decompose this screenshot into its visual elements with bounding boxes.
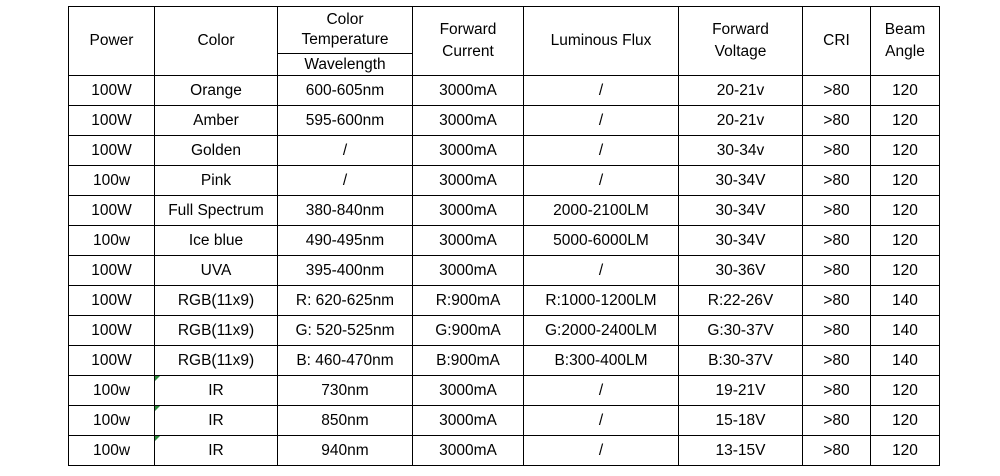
forward-current-cell: 3000mA bbox=[413, 406, 524, 436]
header-cri: CRI bbox=[803, 7, 871, 76]
color-cell: Golden bbox=[155, 136, 278, 166]
cri-cell: >80 bbox=[803, 76, 871, 106]
luminous-flux-cell: R:1000-1200LM bbox=[524, 286, 679, 316]
forward-current-cell: 3000mA bbox=[413, 226, 524, 256]
cri-cell: >80 bbox=[803, 346, 871, 376]
power-cell: 100W bbox=[69, 196, 155, 226]
forward-current-cell: 3000mA bbox=[413, 166, 524, 196]
power-cell: 100W bbox=[69, 256, 155, 286]
forward-voltage-cell: 30-36V bbox=[679, 256, 803, 286]
forward-voltage-cell: 20-21v bbox=[679, 106, 803, 136]
color-temperature-cell: 595-600nm bbox=[278, 106, 413, 136]
beam-angle-cell: 120 bbox=[871, 136, 940, 166]
color-temperature-cell: G: 520-525nm bbox=[278, 316, 413, 346]
beam-angle-cell: 140 bbox=[871, 286, 940, 316]
beam-angle-cell: 120 bbox=[871, 376, 940, 406]
color-temperature-cell: / bbox=[278, 166, 413, 196]
table-row bbox=[69, 316, 940, 346]
forward-voltage-cell: 30-34v bbox=[679, 136, 803, 166]
header-luminous-flux: Luminous Flux bbox=[524, 7, 679, 76]
table-row bbox=[69, 166, 940, 196]
power-cell: 100w bbox=[69, 406, 155, 436]
header-color-temperature: Color Temperature bbox=[278, 7, 413, 54]
forward-current-cell: B:900mA bbox=[413, 346, 524, 376]
luminous-flux-cell: / bbox=[524, 376, 679, 406]
beam-angle-cell: 120 bbox=[871, 76, 940, 106]
luminous-flux-cell: / bbox=[524, 406, 679, 436]
color-temperature-cell: 600-605nm bbox=[278, 76, 413, 106]
forward-current-cell: 3000mA bbox=[413, 376, 524, 406]
table-row bbox=[69, 106, 940, 136]
color-temperature-cell: R: 620-625nm bbox=[278, 286, 413, 316]
forward-voltage-cell: 30-34V bbox=[679, 226, 803, 256]
color-temperature-cell: 380-840nm bbox=[278, 196, 413, 226]
color-cell: IR bbox=[155, 436, 278, 466]
power-cell: 100W bbox=[69, 76, 155, 106]
table-row bbox=[69, 436, 940, 466]
forward-voltage-cell: 19-21V bbox=[679, 376, 803, 406]
color-cell: RGB(11x9) bbox=[155, 316, 278, 346]
beam-angle-cell: 120 bbox=[871, 226, 940, 256]
table-row bbox=[69, 136, 940, 166]
cri-cell: >80 bbox=[803, 136, 871, 166]
table-row bbox=[69, 256, 940, 286]
color-temperature-cell: / bbox=[278, 136, 413, 166]
power-cell: 100w bbox=[69, 436, 155, 466]
color-temperature-cell: 395-400nm bbox=[278, 256, 413, 286]
luminous-flux-cell: B:300-400LM bbox=[524, 346, 679, 376]
table-row bbox=[69, 76, 940, 106]
luminous-flux-cell: / bbox=[524, 106, 679, 136]
table-body bbox=[69, 76, 940, 466]
color-cell: Amber bbox=[155, 106, 278, 136]
luminous-flux-cell: / bbox=[524, 76, 679, 106]
cri-cell: >80 bbox=[803, 226, 871, 256]
forward-voltage-cell: R:22-26V bbox=[679, 286, 803, 316]
luminous-flux-cell: / bbox=[524, 136, 679, 166]
header-row bbox=[69, 7, 940, 54]
beam-angle-cell: 140 bbox=[871, 316, 940, 346]
color-cell: Ice blue bbox=[155, 226, 278, 256]
power-cell: 100W bbox=[69, 316, 155, 346]
cri-cell: >80 bbox=[803, 166, 871, 196]
spec-table bbox=[68, 6, 940, 466]
luminous-flux-cell: / bbox=[524, 166, 679, 196]
forward-current-cell: 3000mA bbox=[413, 436, 524, 466]
forward-current-cell: 3000mA bbox=[413, 196, 524, 226]
power-cell: 100w bbox=[69, 166, 155, 196]
cri-cell: >80 bbox=[803, 436, 871, 466]
color-cell: Orange bbox=[155, 76, 278, 106]
power-cell: 100W bbox=[69, 106, 155, 136]
color-cell: Full Spectrum bbox=[155, 196, 278, 226]
forward-voltage-cell: 15-18V bbox=[679, 406, 803, 436]
color-cell: Pink bbox=[155, 166, 278, 196]
cri-cell: >80 bbox=[803, 316, 871, 346]
forward-current-cell: R:900mA bbox=[413, 286, 524, 316]
cri-cell: >80 bbox=[803, 196, 871, 226]
forward-current-cell: G:900mA bbox=[413, 316, 524, 346]
cri-cell: >80 bbox=[803, 256, 871, 286]
header-wavelength: Wavelength bbox=[278, 54, 413, 76]
beam-angle-cell: 120 bbox=[871, 256, 940, 286]
forward-voltage-cell: 30-34V bbox=[679, 166, 803, 196]
cri-cell: >80 bbox=[803, 406, 871, 436]
color-cell: UVA bbox=[155, 256, 278, 286]
power-cell: 100W bbox=[69, 136, 155, 166]
header-forward-voltage: Forward Voltage bbox=[679, 7, 803, 76]
luminous-flux-cell: / bbox=[524, 256, 679, 286]
table-row bbox=[69, 286, 940, 316]
color-cell: RGB(11x9) bbox=[155, 286, 278, 316]
forward-voltage-cell: 30-34V bbox=[679, 196, 803, 226]
table-row bbox=[69, 196, 940, 226]
forward-voltage-cell: B:30-37V bbox=[679, 346, 803, 376]
power-cell: 100W bbox=[69, 346, 155, 376]
luminous-flux-cell: / bbox=[524, 436, 679, 466]
table-row bbox=[69, 376, 940, 406]
color-temperature-cell: B: 460-470nm bbox=[278, 346, 413, 376]
forward-current-cell: 3000mA bbox=[413, 106, 524, 136]
power-cell: 100w bbox=[69, 226, 155, 256]
forward-current-cell: 3000mA bbox=[413, 76, 524, 106]
forward-voltage-cell: 20-21v bbox=[679, 76, 803, 106]
color-cell: RGB(11x9) bbox=[155, 346, 278, 376]
header-color: Color bbox=[155, 7, 278, 76]
color-cell: IR bbox=[155, 406, 278, 436]
beam-angle-cell: 120 bbox=[871, 106, 940, 136]
cri-cell: >80 bbox=[803, 376, 871, 406]
luminous-flux-cell: G:2000-2400LM bbox=[524, 316, 679, 346]
table-row bbox=[69, 226, 940, 256]
table-row bbox=[69, 406, 940, 436]
power-cell: 100w bbox=[69, 376, 155, 406]
beam-angle-cell: 120 bbox=[871, 166, 940, 196]
forward-voltage-cell: 13-15V bbox=[679, 436, 803, 466]
power-cell: 100W bbox=[69, 286, 155, 316]
cri-cell: >80 bbox=[803, 106, 871, 136]
color-cell: IR bbox=[155, 376, 278, 406]
color-temperature-cell: 850nm bbox=[278, 406, 413, 436]
table-row bbox=[69, 346, 940, 376]
forward-current-cell: 3000mA bbox=[413, 136, 524, 166]
luminous-flux-cell: 5000-6000LM bbox=[524, 226, 679, 256]
header-beam-angle: Beam Angle bbox=[871, 7, 940, 76]
color-temperature-cell: 730nm bbox=[278, 376, 413, 406]
beam-angle-cell: 140 bbox=[871, 346, 940, 376]
color-temperature-cell: 490-495nm bbox=[278, 226, 413, 256]
luminous-flux-cell: 2000-2100LM bbox=[524, 196, 679, 226]
header-power: Power bbox=[69, 7, 155, 76]
header-forward-current: Forward Current bbox=[413, 7, 524, 76]
beam-angle-cell: 120 bbox=[871, 406, 940, 436]
beam-angle-cell: 120 bbox=[871, 436, 940, 466]
forward-current-cell: 3000mA bbox=[413, 256, 524, 286]
forward-voltage-cell: G:30-37V bbox=[679, 316, 803, 346]
color-temperature-cell: 940nm bbox=[278, 436, 413, 466]
beam-angle-cell: 120 bbox=[871, 196, 940, 226]
cri-cell: >80 bbox=[803, 286, 871, 316]
